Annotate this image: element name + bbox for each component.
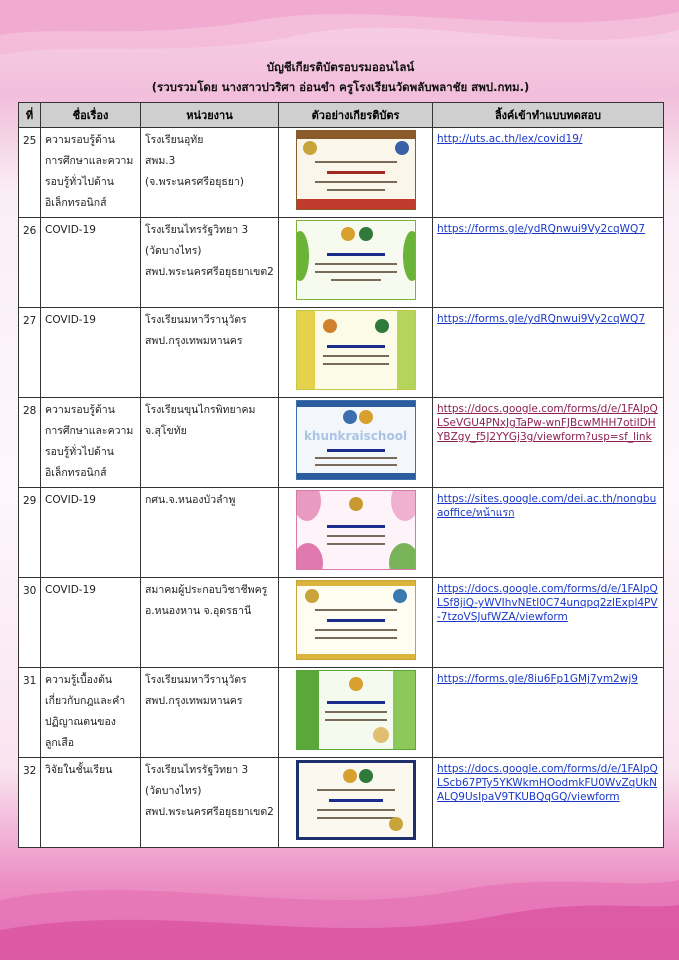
- org-line: โรงเรียนไทรรัฐวิทยา 3: [145, 764, 249, 776]
- col-header-link: ลิ้งค์เข้าทำแบบทดสอบ: [433, 103, 664, 128]
- topic-line: ความรู้เบื้องต้น: [45, 674, 113, 686]
- test-link[interactable]: https://sites.google.com/dei.ac.th/nongbuaoffice/หน้าแรก: [437, 493, 657, 519]
- row-link-cell: [433, 218, 664, 308]
- certificate-thumbnail: [296, 400, 416, 480]
- table-row: [19, 578, 664, 668]
- certificate-thumbnail: [296, 310, 416, 390]
- topic-line: COVID-19: [45, 224, 96, 236]
- row-number: 29: [19, 488, 41, 578]
- row-cert: [279, 218, 433, 308]
- row-topic: [41, 218, 141, 308]
- row-cert: [279, 578, 433, 668]
- row-topic: [41, 668, 141, 758]
- certificate-thumbnail: [296, 220, 416, 300]
- org-line: โรงเรียนมหาวีรานุวัตร: [145, 314, 247, 326]
- org-line: สพม.3: [145, 155, 176, 167]
- page-title: บัญชีเกียรติบัตรอบรมออนไลน์: [266, 60, 415, 74]
- row-org: [141, 398, 279, 488]
- topic-line: การศึกษาและความ: [45, 155, 134, 167]
- topic-line: วิจัยในชั้นเรียน: [45, 764, 113, 776]
- certificate-thumbnail: [296, 670, 416, 750]
- row-link-cell: [433, 758, 664, 848]
- row-number: 30: [19, 578, 41, 668]
- page-subtitle: (รวบรวมโดย นางสาวปวริศา อ่อนขำ ครูโรงเรียนวัดพลับพลาชัย สพป.กทม.): [151, 80, 530, 94]
- topic-line: COVID-19: [45, 584, 96, 596]
- row-link-cell: [433, 578, 664, 668]
- row-link-cell: [433, 488, 664, 578]
- topic-line: ความรอบรู้ด้าน: [45, 134, 115, 146]
- table-row: [19, 218, 664, 308]
- topic-line: COVID-19: [45, 314, 96, 326]
- org-line: โรงเรียนไทรรัฐวิทยา 3: [145, 224, 249, 236]
- test-link[interactable]: https://docs.google.com/forms/d/e/1FAIpQLSf8jiQ-yWVIhvNEtl0C74unqpq2zlExpl4PV-7tzoVSJufWZA/viewform: [437, 583, 658, 623]
- row-topic: [41, 128, 141, 218]
- table-row: [19, 128, 664, 218]
- row-topic: [41, 398, 141, 488]
- cert-watermark: khunkraischool: [303, 429, 408, 443]
- col-header-org: หน่วยงาน: [141, 103, 279, 128]
- row-cert: [279, 398, 433, 488]
- row-number: 27: [19, 308, 41, 398]
- topic-line: เกี่ยวกับกฎและคำ: [45, 695, 126, 707]
- row-topic: [41, 758, 141, 848]
- table-row: [19, 308, 664, 398]
- row-number: 25: [19, 128, 41, 218]
- row-org: [141, 218, 279, 308]
- row-cert: [279, 128, 433, 218]
- row-org: [141, 488, 279, 578]
- certificate-thumbnail: [296, 130, 416, 210]
- topic-line: รอบรู้ทั่วไปด้าน: [45, 176, 114, 188]
- org-line: สพป.พระนครศรีอยุธยาเขต2: [145, 806, 274, 818]
- table-header-row: [19, 103, 664, 128]
- table-row: [19, 758, 664, 848]
- test-link[interactable]: https://forms.gle/ydRQnwui9Vy2cqWQ7: [437, 313, 646, 325]
- table-row: [19, 398, 664, 488]
- topic-line: ความรอบรู้ด้าน: [45, 404, 115, 416]
- org-line: โรงเรียนมหาวีรานุวัตร: [145, 674, 247, 686]
- col-header-topic: ชื่อเรื่อง: [41, 103, 141, 128]
- certificate-thumbnail: [296, 580, 416, 660]
- org-line: สมาคมผู้ประกอบวิชาชีพครู: [145, 584, 268, 596]
- org-line: สพป.กรุงเทพมหานคร: [145, 695, 243, 707]
- row-number: 28: [19, 398, 41, 488]
- table-row: [19, 488, 664, 578]
- row-topic: [41, 488, 141, 578]
- row-number: 31: [19, 668, 41, 758]
- test-link[interactable]: http://uts.ac.th/lex/covid19/: [437, 133, 583, 145]
- bottom-pink-wave: [0, 860, 679, 960]
- certificate-thumbnail: [296, 490, 416, 570]
- row-number: 26: [19, 218, 41, 308]
- org-line: (วัดบางไทร): [145, 245, 202, 257]
- topic-line: COVID-19: [45, 494, 96, 506]
- org-line: อ.หนองหาน จ.อุดรธานี: [145, 605, 252, 617]
- org-line: สพป.พระนครศรีอยุธยาเขต2: [145, 266, 274, 278]
- topic-line: ปฏิญาณตนของ: [45, 716, 116, 728]
- row-topic: [41, 308, 141, 398]
- test-link[interactable]: https://forms.gle/8iu6Fp1GMj7ym2wj9: [437, 673, 638, 685]
- org-line: โรงเรียนขุนไกรพิทยาคม: [145, 404, 256, 416]
- org-line: (วัดบางไทร): [145, 785, 202, 797]
- row-org: [141, 308, 279, 398]
- row-topic: [41, 578, 141, 668]
- table-row: [19, 668, 664, 758]
- certificate-list-page: [18, 58, 663, 848]
- row-cert: [279, 668, 433, 758]
- certificate-table: [18, 102, 664, 848]
- row-link-cell: [433, 668, 664, 758]
- org-line: โรงเรียนอุทัย: [145, 134, 204, 146]
- row-link-cell: [433, 398, 664, 488]
- col-header-no: ที่: [19, 103, 41, 128]
- row-link-cell: [433, 308, 664, 398]
- row-link-cell: [433, 128, 664, 218]
- org-line: กศน.จ.หนองบัวลำพู: [145, 494, 236, 506]
- certificate-thumbnail: [296, 760, 416, 840]
- topic-line: อิเล็กทรอนิกส์: [45, 467, 107, 479]
- org-line: สพป.กรุงเทพมหานคร: [145, 335, 243, 347]
- test-link[interactable]: https://docs.google.com/forms/d/e/1FAIpQLScb67PTy5YKWkmHOodmkFU0WvZqUkNALQ9UsIpaV9TKUBQqGQ/viewform: [437, 763, 658, 803]
- org-line: (จ.พระนครศรีอยุธยา): [145, 176, 244, 188]
- row-cert: [279, 308, 433, 398]
- topic-line: รอบรู้ทั่วไปด้าน: [45, 446, 114, 458]
- test-link[interactable]: https://forms.gle/ydRQnwui9Vy2cqWQ7: [437, 223, 646, 235]
- row-org: [141, 758, 279, 848]
- org-line: จ.สุโขทัย: [145, 425, 187, 437]
- row-org: [141, 578, 279, 668]
- row-org: [141, 128, 279, 218]
- test-link[interactable]: https://docs.google.com/forms/d/e/1FAIpQLSeVGU4PNxJgTaPw-wnFJBcwMHH7otiIDHYBZgy_f5J2YYGj3g/viewform?usp=sf_link: [437, 403, 658, 443]
- row-cert: [279, 758, 433, 848]
- topic-line: อิเล็กทรอนิกส์: [45, 197, 107, 209]
- topic-line: การศึกษาและความ: [45, 425, 134, 437]
- row-cert: [279, 488, 433, 578]
- topic-line: ลูกเสือ: [45, 737, 75, 749]
- row-number: 32: [19, 758, 41, 848]
- row-org: [141, 668, 279, 758]
- col-header-cert: ตัวอย่างเกียรติบัตร: [279, 103, 433, 128]
